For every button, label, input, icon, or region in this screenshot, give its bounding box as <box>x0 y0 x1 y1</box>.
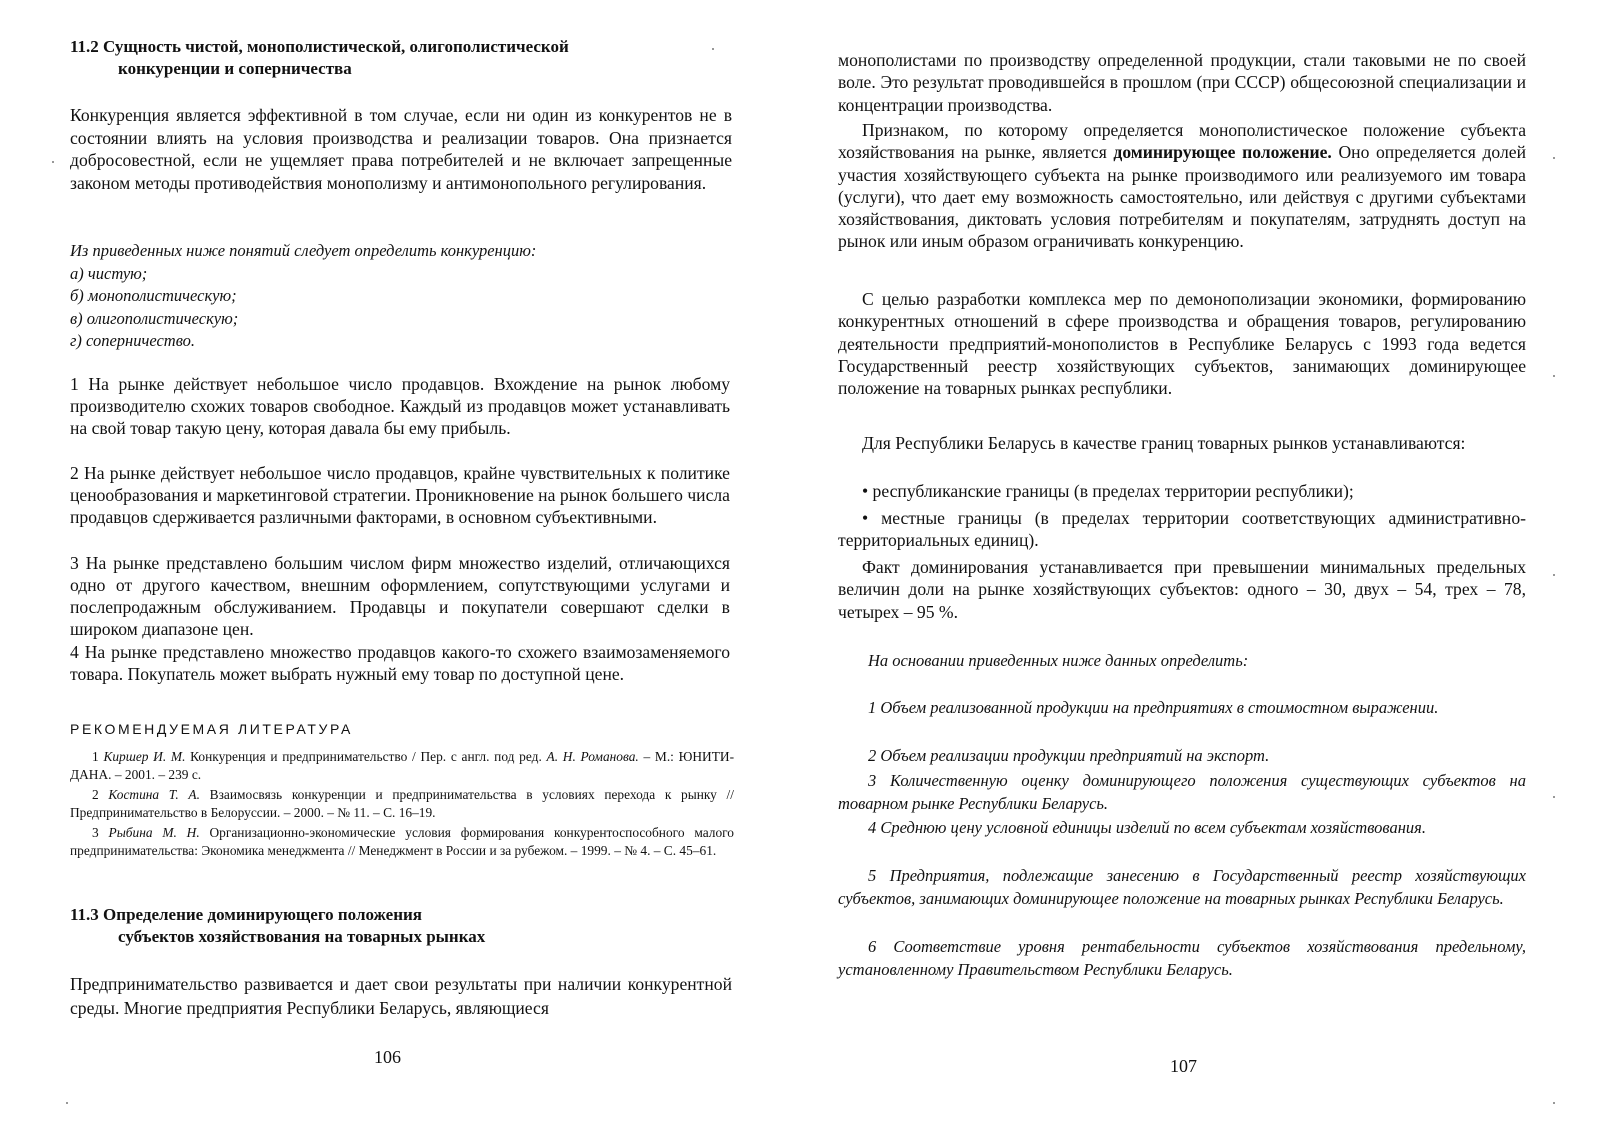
scan-speck <box>1553 1102 1555 1104</box>
scan-speck <box>66 1102 68 1104</box>
scan-speck <box>712 48 714 50</box>
paragraph: Факт доминирования устанавливается при превышении минимальных предельных величин доли на рынке хозяйствующих субъектов: одного – 30, двух – 54, трех – 78, четырех – 95 %. <box>838 557 1526 622</box>
task-item: 4 Среднюю цену условной единицы изделий по всем субъектам хозяйствования. <box>868 818 1426 837</box>
page-number: 106 <box>374 1047 401 1067</box>
bullet-item: • республиканские границы (в пределах территории республики); <box>862 481 1354 501</box>
heading-line-1: 11.2 Сущность чистой, монополистической, олигополистической <box>70 37 569 56</box>
task-item: 6 Соответствие уровня рентабельности субъектов хозяйствования предельному, установленному Правительством Республики Беларусь. <box>838 937 1526 979</box>
reference-item: 3 Рыбина М. Н. Организационно-экономические условия формирования конкурентоспособного малого предпринимательства: Экономика менеджмента // Менеджмент в России и за рубежом. – 1999. – № 4. – С. 45–61. <box>70 825 734 858</box>
scan-speck <box>1553 157 1555 159</box>
paragraph: Признаком, по которому определяется монополистическое положение субъекта хозяйствования на рынке, является доминирующее положение. Оно определяется долей участия хозяйствующего субъекта на рынке производимого или реализуемого им товара (услуги), что дает ему возможность самостоятельно, или действуя с другими субъектами хозяйствования, диктовать условия потребителям и покупателям, затруднять доступ на рынок или иным образом ограничивать конкуренцию. <box>838 120 1526 252</box>
intro-paragraph: Конкуренция является эффективной в том случае, если ни один из конкурентов не в состоянии влиять на условия производства и реализации товаров. Она признается добросовестной, если не ущемляет права потребителей и не включает запрещенные законом методы противодействия монополизму и антимонопольного регулирования. <box>70 105 732 193</box>
task-item: 3 Количественную оценку доминирующего положения существующих субъектов на товарном рынке Республики Беларусь. <box>838 771 1526 813</box>
page-number: 107 <box>1170 1056 1197 1076</box>
task-block <box>70 240 536 353</box>
closing-paragraph: Предпринимательство развивается и дает свои результаты при наличии конкурентной среды. Многие предприятия Республики Беларусь, являющиеся <box>70 974 732 1018</box>
scan-speck <box>1553 574 1555 576</box>
scan-speck <box>1553 796 1555 798</box>
task-item: 1 Объем реализованной продукции на предприятиях в стоимостном выражении. <box>868 698 1439 717</box>
heading-line-1: 11.3 Определение доминирующего положения <box>70 905 422 924</box>
task-item: 2 Объем реализации продукции предприятий на экспорт. <box>868 746 1270 765</box>
list-item: 3 На рынке представлено большим числом фирм множество изделий, отличающихся одно от другого качеством, внешним оформлением, сопутствующими услугами и послепродажным обслуживанием. Продавцы и покупатели совершают сделки в широком диапазоне цен. <box>70 553 730 639</box>
task-prompt: На основании приведенных ниже данных определить: <box>868 651 1249 670</box>
heading-line-2: субъектов хозяйствования на товарных рынках <box>118 927 486 946</box>
task-item: 5 Предприятия, подлежащие занесению в Государственный реестр хозяйствующих субъектов, занимающих доминирующее положение на товарных рынках Республики Беларусь. <box>838 866 1526 908</box>
literature-title: РЕКОМЕНДУЕМАЯ ЛИТЕРАТУРА <box>70 721 353 737</box>
list-item: 4 На рынке представлено множество продавцов какого-то схожего взаимозаменяемого товара. Покупатель может выбрать нужный ему товар по доступной цене. <box>70 642 730 684</box>
task-option: в) олигополистическую; <box>70 308 239 328</box>
section-heading-11-3 <box>70 904 485 948</box>
paragraph: С целью разработки комплекса мер по демонополизации экономики, формированию конкурентных отношений в сфере производства и обращения товаров, регулированию деятельности предприятий-монополистов в Республике Беларусь с 1993 года ведется Государственный реестр хозяйствующих субъектов, занимающих доминирующее положение на товарных рынках республики. <box>838 289 1526 399</box>
heading-line-2: конкуренции и соперничества <box>118 59 352 78</box>
task-prompt: Из приведенных ниже понятий следует определить конкуренцию: <box>70 241 537 260</box>
emphasis: доминирующее положение. <box>1113 142 1332 163</box>
list-item: 1 На рынке действует небольшое число продавцов. Вхождение на рынок любому производителю схожих товаров свободное. Каждый из продавцов может устанавливать на свой товар такую цену, которая давала бы ему прибыль. <box>70 374 730 438</box>
task-option: г) соперничество. <box>70 331 196 350</box>
bullet-item: • местные границы (в пределах территории соответствующих административно-территориальных единиц). <box>838 508 1526 551</box>
scan-speck <box>52 161 54 163</box>
paragraph: монополистами по производству определенной продукции, стали таковыми не по своей воле. Это результат проводившейся в прошлом (при СССР) общесоюзной специализации и концентрации производства. <box>838 50 1526 115</box>
reference-item: 1 Киршер И. М. Конкуренция и предпринимательство / Пер. с англ. под ред. А. Н. Романова. – М.: ЮНИТИ-ДАНА. – 2001. – 239 с. <box>70 749 735 782</box>
section-heading-11-2 <box>70 36 569 80</box>
paragraph: Для Республики Беларусь в качестве границ товарных рынков устанавливаются: <box>862 433 1466 453</box>
reference-item: 2 Костина Т. А. Взаимосвязь конкуренции и предпринимательства в условиях перехода к рынку // Предпринимательство в Белоруссии. – 2000. – № 11. – С. 16–19. <box>70 787 734 820</box>
task-option: а) чистую; <box>70 263 148 283</box>
task-option: б) монополистическую; <box>70 286 237 305</box>
scan-speck <box>1553 375 1555 377</box>
list-item: 2 На рынке действует небольшое число продавцов, крайне чувствительных к политике ценообразования и маркетинговой стратегии. Проникновение на рынок большего числа продавцов сдерживается различными факторами, в основном субъективными. <box>70 463 730 527</box>
